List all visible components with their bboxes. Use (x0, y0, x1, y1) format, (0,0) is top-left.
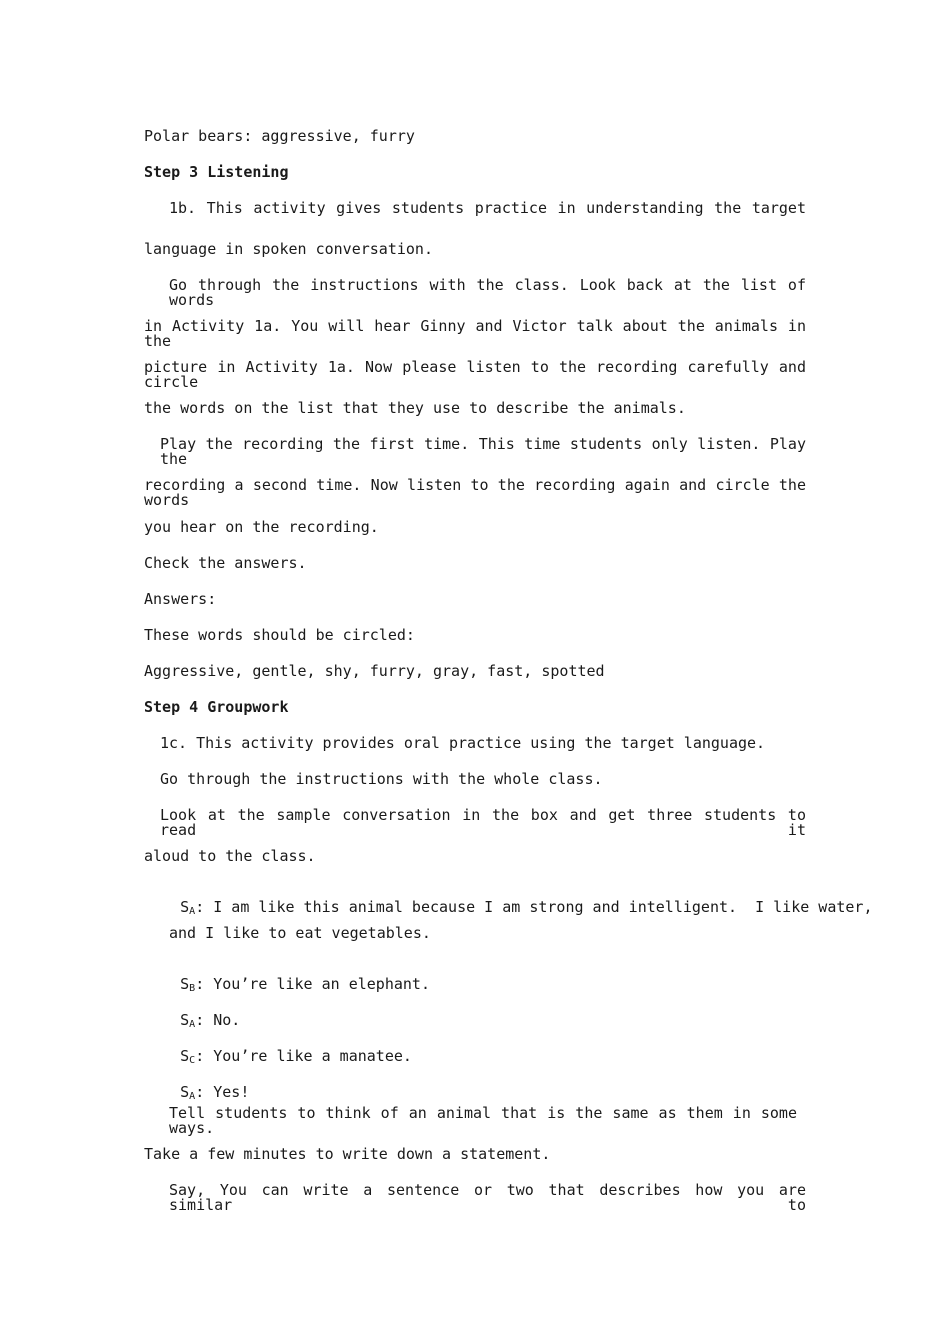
step3-para3-line1: Play the recording the first time. This time students only listen. Play the (160, 435, 806, 468)
dialogue-text: : You’re like a manatee. (195, 1047, 412, 1065)
speaker-label: S (180, 1047, 190, 1065)
dialogue-text: : I am like this animal because I am strong and intelligent. I like water, (195, 898, 873, 916)
step3-para2-line3: picture in Activity 1a. Now please listen to the recording carefully and circle (144, 358, 806, 391)
speaker-subscript: A (189, 1091, 196, 1102)
step3-para1-line2: language in spoken conversation. (144, 240, 433, 258)
speaker-subscript: A (189, 1019, 196, 1030)
step3-para2-line4: the words on the list that they use to describe the animals. (144, 399, 686, 417)
answers-words: Aggressive, gentle, shy, furry, gray, fast, spotted (144, 662, 605, 680)
speaker-subscript: A (189, 906, 196, 917)
step3-para3-line3: you hear on the recording. (144, 518, 379, 536)
dialogue-line-1-cont: and I like to eat vegetables. (169, 924, 431, 942)
step3-heading: Step 3 Listening (144, 163, 289, 181)
step3-para3-line2: recording a second time. Now listen to the recording again and circle the words (144, 476, 806, 509)
speaker-label: S (180, 975, 190, 993)
step3-para1-line1: 1b. This activity gives students practice in understanding the target (169, 199, 806, 217)
step3-para2-line1: Go through the instructions with the class. Look back at the list of words (169, 276, 806, 309)
final-para2-line1: Say, You can write a sentence or two that describes how you are similar to (169, 1181, 806, 1214)
final-para1-line1: Tell students to think of an animal that is the same as them in some ways. (169, 1104, 797, 1137)
speaker-label: S (180, 1083, 190, 1101)
step4-para3-line2: aloud to the class. (144, 847, 316, 865)
dialogue-text: : No. (195, 1011, 241, 1029)
check-answers-line: Check the answers. (144, 554, 307, 572)
answers-label: Answers: (144, 590, 217, 608)
step4-para3-line1: Look at the sample conversation in the box and get three students to read it (160, 806, 806, 839)
speaker-label: S (180, 898, 190, 916)
answers-intro: These words should be circled: (144, 626, 415, 644)
dialogue-text: : You’re like an elephant. (195, 975, 430, 993)
step4-para2: Go through the instructions with the whole class. (160, 770, 603, 788)
dialogue-text: : Yes! (195, 1083, 250, 1101)
step4-heading: Step 4 Groupwork (144, 698, 289, 716)
speaker-subscript: B (189, 983, 196, 994)
step3-para2-line2: in Activity 1a. You will hear Ginny and Victor talk about the animals in the (144, 317, 806, 350)
final-para1-line2: Take a few minutes to write down a statement. (144, 1145, 551, 1163)
speaker-subscript: C (189, 1055, 196, 1066)
step4-para1: 1c. This activity provides oral practice using the target language. (160, 734, 766, 752)
polar-bears-line: Polar bears: aggressive, furry (144, 127, 415, 145)
speaker-label: S (180, 1011, 190, 1029)
